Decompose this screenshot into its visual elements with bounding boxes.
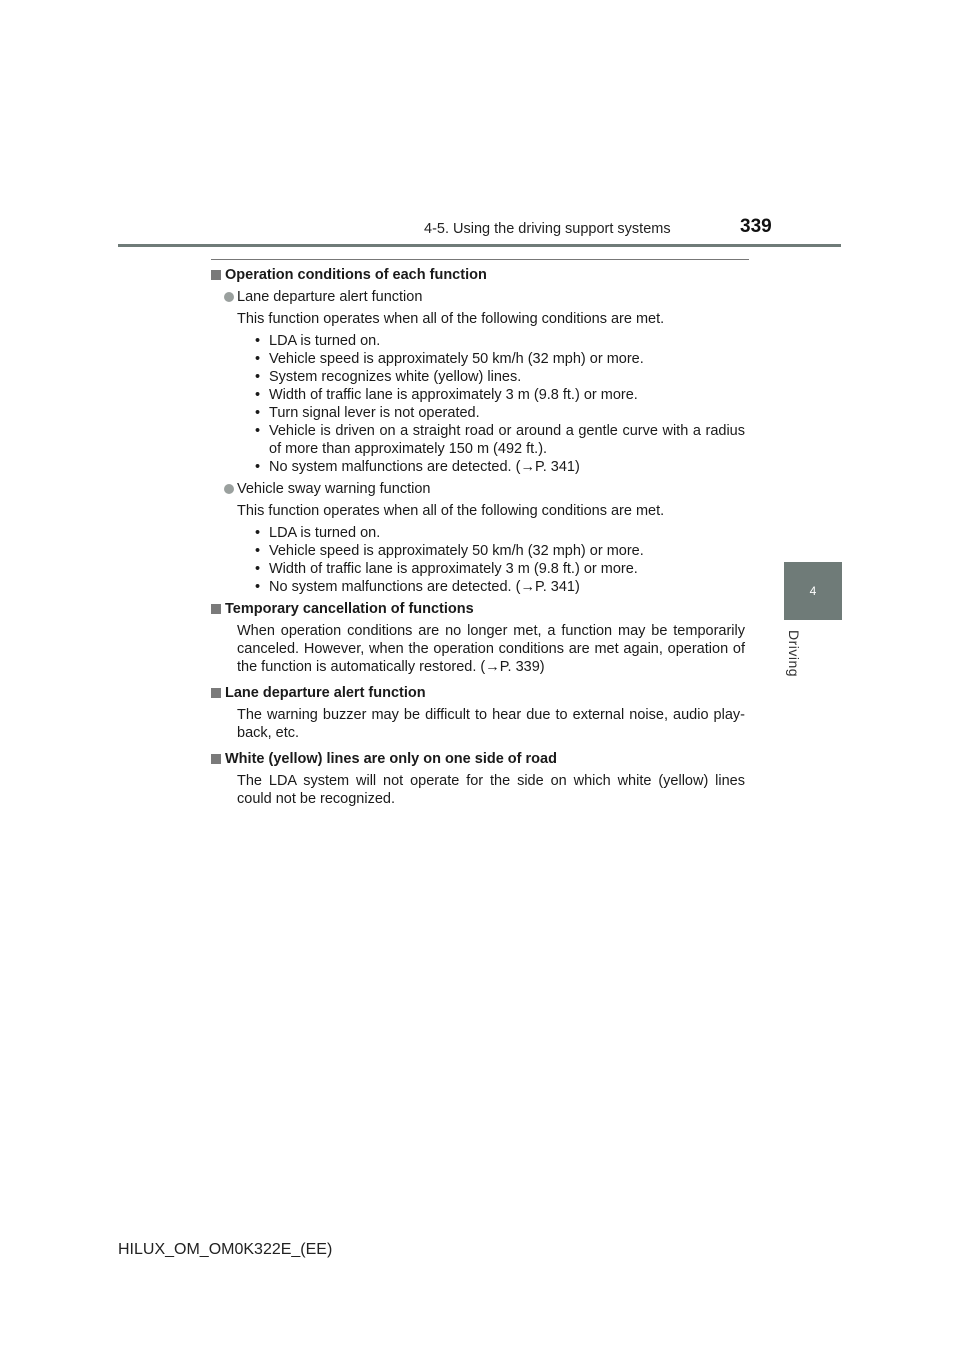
condition-list: [255, 332, 745, 476]
section-heading: [211, 750, 745, 768]
paragraph: The LDA system will not operate for the side on which white (yellow) lines could not be recognized.: [237, 773, 745, 807]
square-bullet-icon: [211, 754, 221, 764]
circle-bullet-icon: [224, 292, 234, 302]
paragraph: This function operates when all of the following conditions are met.: [237, 311, 665, 327]
page-content: [211, 266, 745, 808]
section-heading: [211, 684, 745, 702]
subsection-heading: [211, 288, 745, 306]
subsection-heading: [211, 480, 745, 498]
subsection-heading-text: Lane departure alert function: [237, 289, 423, 305]
section-heading: [211, 600, 745, 618]
list-item: • LDA is turned on.: [255, 332, 745, 350]
document-code: HILUX_OM_OM0K322E_(EE): [118, 1241, 333, 1258]
chapter-number: 4: [809, 584, 817, 598]
list-item: • Width of traffic lane is approximately 3 m (9.8 ft.) or more.: [255, 386, 745, 404]
square-bullet-icon: [211, 688, 221, 698]
condition-list: [255, 524, 745, 596]
square-bullet-icon: [211, 604, 221, 614]
section-header-title: 4-5. Using the driving support systems: [424, 221, 671, 237]
list-item: • Turn signal lever is not operated.: [255, 404, 745, 422]
list-item: • Width of traffic lane is approximately 3 m (9.8 ft.) or more.: [255, 560, 745, 578]
list-item: • No system malfunctions are detected. (→P. 341): [255, 578, 745, 596]
list-item: • Vehicle is driven on a straight road or around a gentle curve with a radius of more than approximately 150 m (492 ft.).: [255, 422, 745, 458]
list-item: • Vehicle speed is approximately 50 km/h (32 mph) or more.: [255, 542, 745, 560]
chapter-tab: [784, 562, 842, 620]
square-bullet-icon: [211, 270, 221, 280]
list-item: • Vehicle speed is approximately 50 km/h (32 mph) or more.: [255, 350, 745, 368]
circle-bullet-icon: [224, 484, 234, 494]
list-item: • No system malfunctions are detected. (→P. 341): [255, 458, 745, 476]
header-rule: [118, 244, 841, 247]
section-heading: [211, 266, 745, 284]
chapter-label: Driving: [786, 630, 802, 678]
content-top-rule: [211, 259, 749, 260]
section-heading-text: White (yellow) lines are only on one side of road: [225, 751, 557, 767]
list-item: • System recognizes white (yellow) lines.: [255, 368, 745, 386]
list-item: • LDA is turned on.: [255, 524, 745, 542]
paragraph: The warning buzzer may be difficult to hear due to external noise, audio play-back, etc.: [237, 707, 745, 741]
paragraph: This function operates when all of the following conditions are met.: [237, 503, 665, 519]
section-heading-text: Temporary cancellation of functions: [225, 601, 474, 617]
section-heading-text: Lane departure alert function: [225, 685, 426, 701]
subsection-heading-text: Vehicle sway warning function: [237, 481, 431, 497]
page-number: 339: [740, 216, 772, 237]
paragraph: When operation conditions are no longer met, a function may be temporarily canceled. However, when the operation conditions are met again, operation of the function is automatically restored. (→P. 339): [237, 623, 745, 675]
section-heading-text: Operation conditions of each function: [225, 267, 487, 283]
